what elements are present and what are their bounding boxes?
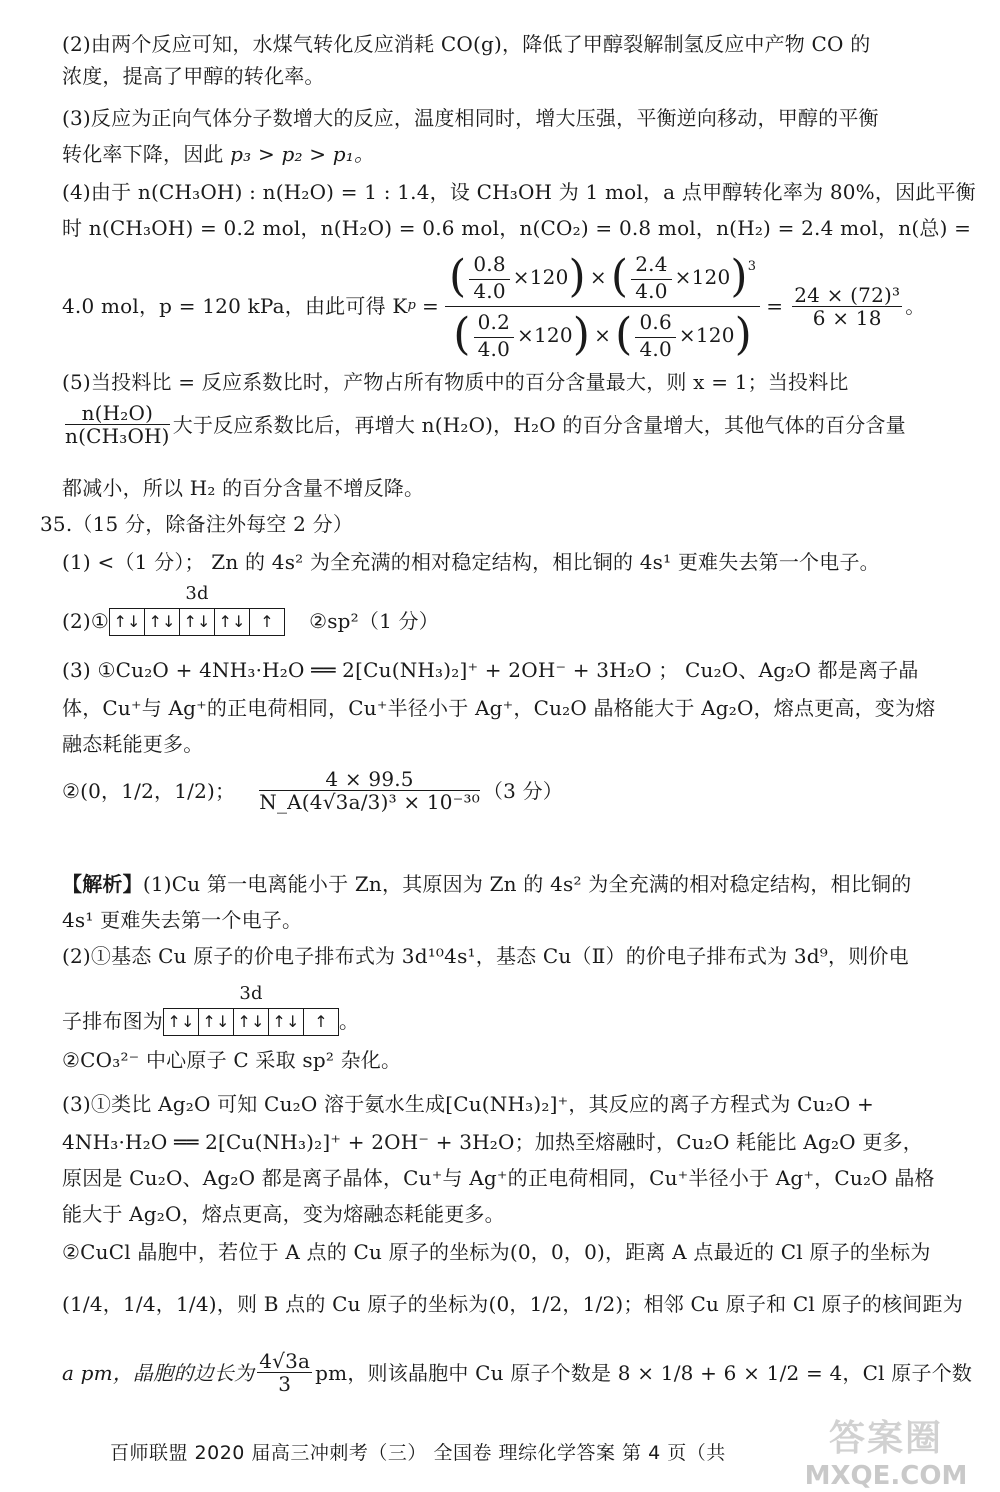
frac-top: 4√3a: [259, 1349, 311, 1373]
paren-close: ): [734, 309, 752, 360]
orbital-box: ↑↓: [144, 609, 179, 635]
times-120: ×120: [517, 323, 573, 347]
frac-h2: [631, 253, 671, 302]
watermark-url: MXQE.COM: [804, 1461, 968, 1491]
page-footer: 百师联盟 2020 届高三冲刺考（三） 全国卷 理综化学答案 第 4 页（共: [110, 1442, 726, 1464]
analysis-line1: [62, 870, 911, 898]
kp-equation: [62, 246, 925, 366]
orbital-boxes: [109, 608, 285, 636]
p5-line1: (5)当投料比 = 反应系数比时，产物占所有物质中的百分含量最大，则 x = 1；当投料比: [62, 370, 849, 394]
frac-top: 0.2: [474, 311, 514, 338]
analysis-line12: [62, 1350, 972, 1395]
result-denominator: 6 × 18: [812, 305, 882, 330]
orbital-box: ↑↓: [214, 609, 249, 635]
times-120: ×120: [674, 265, 731, 289]
p2-line2: 浓度，提高了甲醇的转化率。: [62, 64, 325, 88]
paren-close: ): [568, 251, 586, 302]
analysis-line11: (1/4，1/4，1/4)，则 B 点的 Cu 原子的坐标为(0，1/2，1/2)；相邻 Cu 原子和 Cl 原子的核间距为: [62, 1292, 963, 1316]
multiply-sign: ×: [594, 323, 612, 347]
analysis-line8: 原因是 Cu₂O、Ag₂O 都是离子晶体，Cu⁺与 Ag⁺的正电荷相同，Cu⁺半径小于 Ag⁺，Cu₂O 晶格: [62, 1166, 935, 1190]
edge-length-fraction: [257, 1350, 312, 1395]
orbital-box: ↑↓: [268, 1009, 303, 1035]
paren-open: (: [448, 251, 467, 302]
paren-open: (: [615, 309, 633, 360]
analysis-line4-suffix: 。: [339, 1009, 360, 1033]
times-120: ×120: [678, 323, 735, 347]
kp-subscript: p: [407, 298, 417, 313]
p3-pressure-order: p₃ > p₂ > p₁。: [230, 142, 375, 166]
answer2-suffix: ②sp²（1 分）: [309, 609, 439, 633]
analysis-line12-text: a pm，晶胞的边长为: [62, 1360, 255, 1385]
p5-line3: 都减小，所以 H₂ 的百分含量不增反降。: [62, 476, 425, 500]
p4-line2: 时 n(CH₃OH) = 0.2 mol，n(H₂O) = 0.6 mol，n(CO₂) = 0.8 mol，n(H₂) = 2.4 mol，n(总) =: [62, 216, 972, 240]
multiply-sign: ×: [589, 265, 607, 289]
orbital-box: ↑↓: [198, 1009, 233, 1035]
orbital-diagram: [109, 583, 285, 636]
frac-bottom: N_A(4√3a/3)³ × 10⁻³⁰: [259, 790, 480, 814]
analysis-line7: 4NH₃·H₂O ══ 2[Cu(NH₃)₂]⁺ + 2OH⁻ + 3H₂O；加热至熔融时，Cu₂O 耗能比 Ag₂O 更多，: [62, 1130, 923, 1154]
p5-line2-text: 大于反应系数比后，再增大 n(H₂O)，H₂O 的百分含量增大，其他气体的百分含量: [172, 412, 906, 437]
p3-line1: (3)反应为正向气体分子数增大的反应，温度相同时，增大压强，平衡逆向移动，甲醇的平衡: [62, 106, 879, 130]
p5-line2: [62, 402, 906, 447]
paren-open: (: [610, 251, 629, 302]
analysis-line2: 4s¹ 更难失去第一个电子。: [62, 908, 303, 932]
analysis-line12-rest: pm，则该晶胞中 Cu 原子个数是 8 × 1/8 + 6 × 1/2 = 4，Cl 原子个数: [315, 1360, 973, 1385]
frac-bottom: 4.0: [473, 278, 506, 303]
p3-line2-text: 转化率下降，因此: [62, 142, 231, 166]
result-numerator: 24 × (72)³: [794, 282, 901, 307]
orbital-box: ↑↓: [179, 609, 214, 635]
kp-end: 。: [905, 294, 926, 318]
frac-bottom: n(CH₃OH): [65, 424, 170, 448]
kp-denominator: [445, 307, 760, 360]
frac-bottom: 4.0: [635, 278, 668, 303]
frac-top: 4 × 99.5: [259, 768, 480, 791]
paren-open: (: [453, 309, 471, 360]
analysis-line5: ②CO₃²⁻ 中心原子 C 采取 sp² 杂化。: [62, 1048, 402, 1072]
cube-exponent: 3: [747, 258, 757, 274]
answer2-prefix: (2)①: [62, 609, 110, 633]
q35-answer3-part2: [62, 768, 563, 813]
analysis-line3: (2)①基态 Cu 原子的价电子排布式为 3d¹⁰4s¹，基态 Cu（Ⅱ）的价电子排布式为 3d⁹，则价电: [62, 944, 909, 968]
frac-top: n(H₂O): [65, 402, 170, 425]
feed-ratio-fraction: [65, 402, 170, 447]
analysis-line6: (3)①类比 Ag₂O 可知 Cu₂O 溶于氨水生成[Cu(NH₃)₂]⁺，其反应的离子方程式为 Cu₂O +: [62, 1092, 875, 1116]
kp-result: [792, 284, 902, 329]
watermark-title: 答案圈: [828, 1417, 943, 1459]
orbital-label: 3d: [239, 983, 263, 1004]
score-note: （3 分）: [482, 778, 564, 803]
frac-ch3oh: [474, 311, 514, 360]
analysis-tag: 【解析】: [62, 872, 143, 896]
frac-bottom: 3: [278, 1372, 292, 1396]
orbital-label: 3d: [185, 583, 209, 604]
p4-line1: (4)由于 n(CH₃OH) : n(H₂O) = 1 : 1.4，设 CH₃OH 为 1 mol，a 点甲醇转化率为 80%，因此平衡: [62, 180, 976, 204]
density-fraction: [259, 768, 480, 813]
kp-numerator: [445, 253, 760, 307]
frac-bottom: 4.0: [639, 336, 672, 361]
paren-close: ): [730, 251, 748, 302]
orbital-box: ↑↓: [167, 1012, 195, 1031]
result-equals: =: [766, 294, 784, 318]
watermark-logo: [796, 1410, 976, 1491]
analysis-line4: [62, 983, 360, 1036]
q35-answer3-line3: 融态耗能更多。: [62, 732, 204, 756]
paren-close: ): [572, 309, 591, 360]
orbital-box: ↑: [249, 609, 284, 635]
analysis-line1-text: (1)Cu 第一电离能小于 Zn，其原因为 Zn 的 4s² 为全充满的相对稳定结构，相比铜的: [142, 872, 912, 896]
frac-bottom: 4.0: [477, 336, 511, 361]
kp-intro: 4.0 mol，p = 120 kPa，由此可得 K: [62, 294, 408, 318]
times-120: ×120: [512, 265, 569, 289]
analysis-line10: ②CuCl 晶胞中，若位于 A 点的 Cu 原子的坐标为(0，0，0)，距离 A 点最近的 Cl 原子的坐标为: [62, 1240, 931, 1264]
orbital-box: ↑: [303, 1009, 338, 1035]
orbital-boxes: [163, 1008, 339, 1036]
q35-answer2: [62, 583, 439, 636]
analysis-line9: 能大于 Ag₂O，熔点更高，变为熔融态耗能更多。: [62, 1202, 505, 1226]
p2-line1: (2)由两个反应可知，水煤气转化反应消耗 CO(g)，降低了甲醇裂解制氢反应中产物 CO 的: [62, 32, 871, 56]
frac-top: 2.4: [631, 253, 671, 280]
analysis-line4-prefix: 子排布图为: [62, 1009, 163, 1033]
coordinate-answer: ②(0，1/2，1/2)；: [62, 778, 236, 803]
q35-heading: 35.（15 分，除备注外每空 2 分）: [40, 512, 354, 536]
p3-line2: [62, 140, 374, 168]
q35-answer3-line2: 体，Cu⁺与 Ag⁺的正电荷相同，Cu⁺半径小于 Ag⁺，Cu₂O 晶格能大于 Ag₂O，熔点更高，变为熔: [62, 696, 936, 720]
frac-co2: [469, 253, 509, 302]
orbital-diagram: [163, 983, 339, 1036]
orbital-box: ↑↓: [113, 612, 141, 631]
frac-h2o: [635, 311, 675, 360]
frac-top: 0.8: [469, 253, 509, 280]
frac-top: 0.6: [635, 311, 675, 338]
orbital-box: ↑↓: [233, 1009, 268, 1035]
q35-answer3-line1: (3) ①Cu₂O + 4NH₃·H₂O ══ 2[Cu(NH₃)₂]⁺ + 2OH⁻ + 3H₂O ； Cu₂O、Ag₂O 都是离子晶: [62, 658, 919, 682]
kp-fraction: [445, 253, 760, 360]
kp-equals: =: [422, 294, 439, 318]
q35-answer1: (1) <（1 分）； Zn 的 4s² 为全充满的相对稳定结构，相比铜的 4s¹ 更难失去第一个电子。: [62, 550, 880, 574]
